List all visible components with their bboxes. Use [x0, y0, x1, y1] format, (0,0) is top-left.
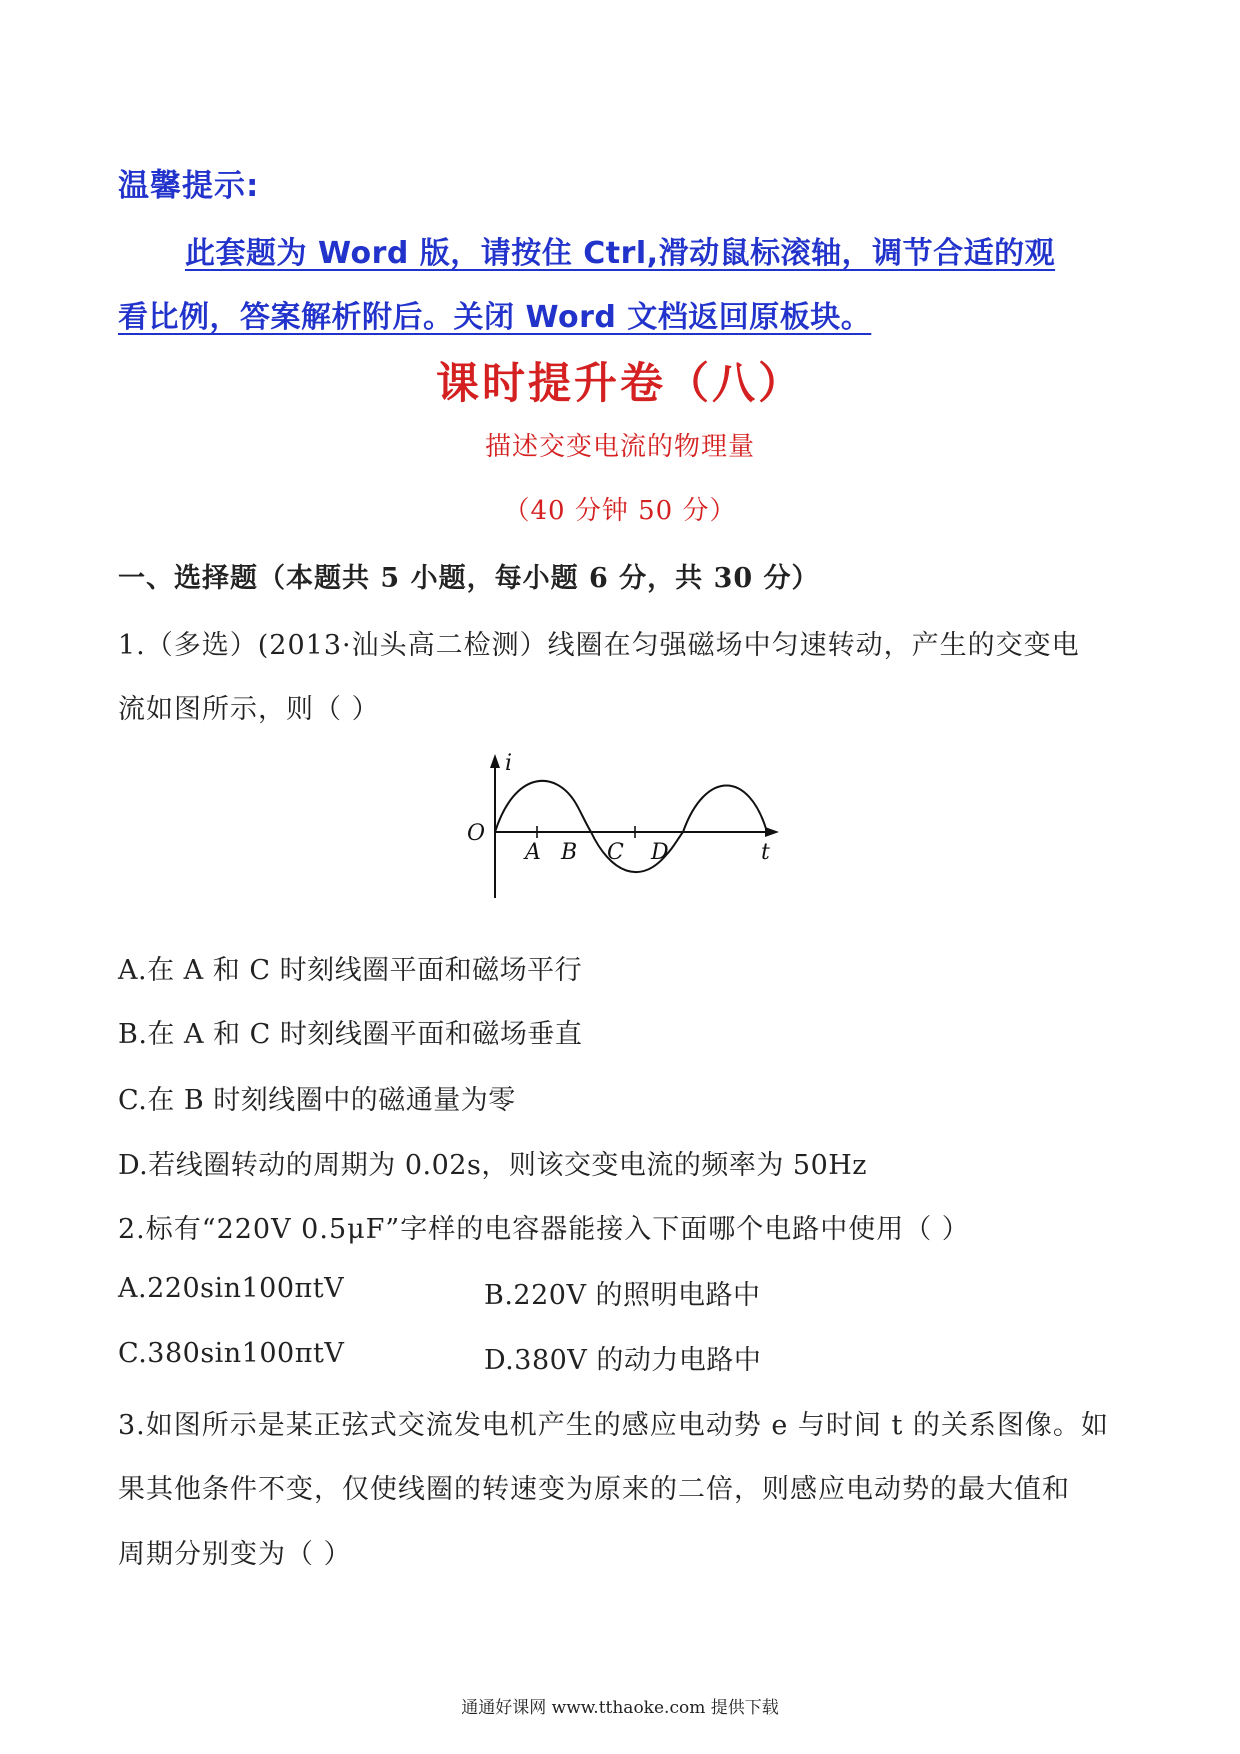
- q2-stem: 2.标有“220V 0.5μF”字样的电容器能接入下面哪个电路中使用（ ）: [118, 1214, 970, 1245]
- q3-stem-line-3: 周期分别变为（ ）: [118, 1539, 352, 1570]
- point-label-c: C: [607, 840, 624, 865]
- q1-option-d: D.若线圈转动的周期为 0.02s，则该交变电流的频率为 50Hz: [118, 1150, 868, 1181]
- q2-option-d: D.380V 的动力电路中: [484, 1345, 762, 1376]
- tip-line-1: 此套题为 Word 版，请按住 Ctrl,滑动鼠标滚轴，调节合适的观: [185, 236, 1056, 271]
- q3-stem-line-1: 3.如图所示是某正弦式交流发电机产生的感应电动势 e 与时间 t 的关系图像。如: [118, 1410, 1109, 1441]
- page-footer: 通通好课网 www.tthaoke.com 提供下载: [461, 1698, 779, 1718]
- point-label-a: A: [525, 840, 541, 865]
- y-axis-label: i: [505, 752, 513, 776]
- exam-duration: （40 分钟 50 分）: [503, 496, 737, 526]
- q3-stem-line-2: 果其他条件不变，仅使线圈的转速变为原来的二倍，则感应电动势的最大值和: [118, 1474, 1070, 1505]
- point-label-d: D: [651, 840, 669, 865]
- page-subtitle: 描述交变电流的物理量: [484, 432, 755, 462]
- q2-option-a: A.220sin100πtV: [118, 1273, 345, 1304]
- q1-option-a: A.在 A 和 C 时刻线圈平面和磁场平行: [118, 955, 583, 986]
- y-axis-arrow: [490, 754, 500, 768]
- q1-current-graph: [455, 752, 795, 912]
- x-axis-label: t: [761, 840, 770, 865]
- q1-option-b: B.在 A 和 C 时刻线圈平面和磁场垂直: [118, 1019, 583, 1050]
- q1-stem-line-1: 1.（多选）(2013·汕头高二检测）线圈在匀强磁场中匀速转动，产生的交变电: [118, 630, 1080, 661]
- tip-title: 温馨提示:: [118, 168, 260, 204]
- q1-option-c: C.在 B 时刻线圈中的磁通量为零: [118, 1085, 516, 1116]
- page-title: 课时提升卷（八）: [436, 359, 804, 409]
- q1-stem-line-2: 流如图所示，则（ ）: [118, 694, 380, 725]
- origin-label: O: [467, 821, 486, 846]
- q2-option-c: C.380sin100πtV: [118, 1338, 345, 1369]
- section-heading: 一、选择题（本题共 5 小题，每小题 6 分，共 30 分）: [118, 563, 820, 594]
- q2-option-b: B.220V 的照明电路中: [484, 1280, 761, 1311]
- x-axis-arrow: [765, 827, 779, 837]
- tip-line-2: 看比例，答案解析附后。关闭 Word 文档返回原板块。: [118, 300, 872, 335]
- point-label-b: B: [561, 840, 578, 865]
